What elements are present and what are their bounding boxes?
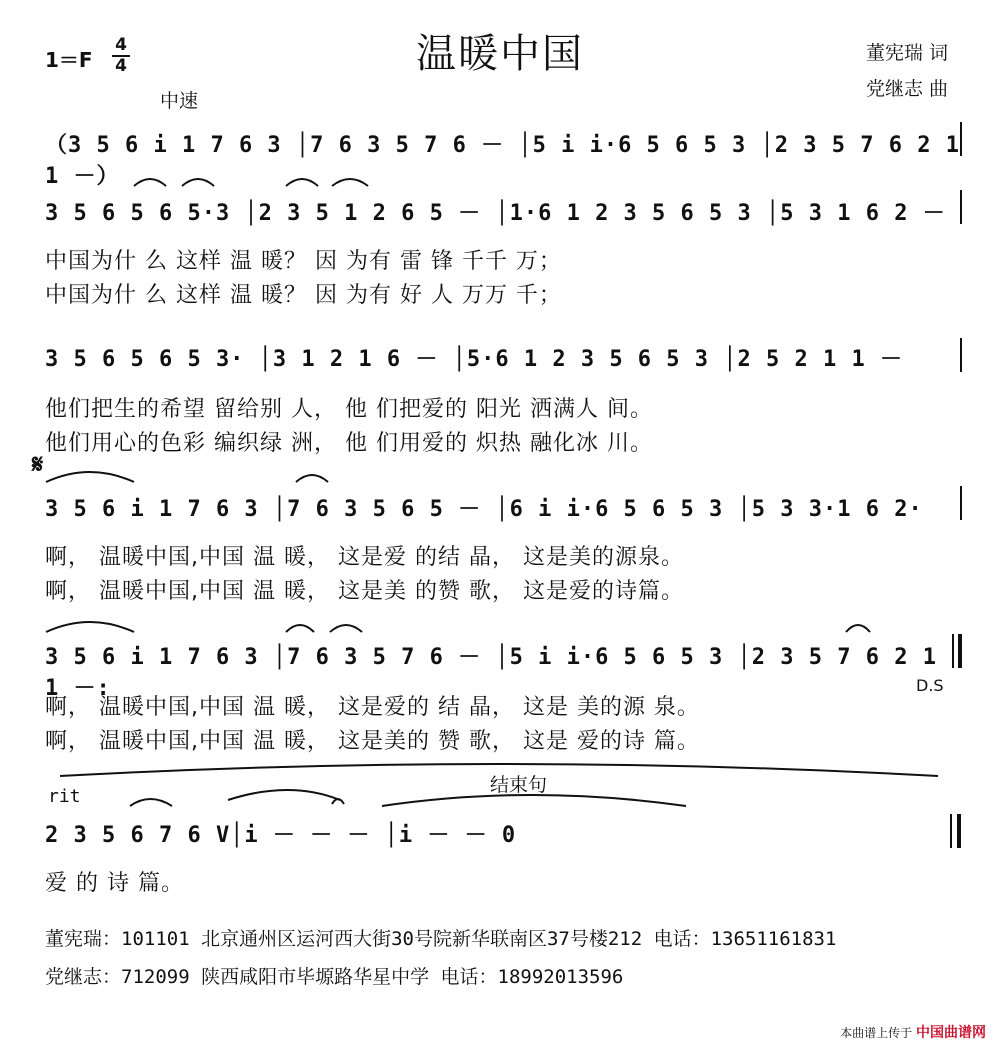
slur (330, 625, 362, 632)
site-watermark (840, 1022, 986, 1042)
notation-row: 3 5 6 5 6 5 3· │3 1 2 1 6 － │5·6 1 2 3 5 6 5 3 │2 5 2 1 1 － (45, 347, 903, 372)
lyric-verse-1: 爱 的 诗 篇。 (45, 871, 184, 896)
watermark-site-name: 中国曲谱网 (916, 1025, 986, 1041)
ritardando-mark: rit (48, 786, 81, 807)
lyric-verse-2: 啊， 温暖中国,中国 温 暖， 这是美 的赞 歌， 这是爱的诗篇。 (45, 579, 684, 604)
notation-row: 2 3 5 6 7 6 V│i － － － │i － － 0 (45, 823, 517, 848)
lyric-verse-1: 啊， 温暖中国,中国 温 暖， 这是爱的 结 晶， 这是 美的源 泉。 (45, 695, 700, 720)
lyric-verse-1: 中国为什 么 这样 温 暖？ 因 为有 雷 锋 千千 万； (45, 249, 562, 274)
tempo-marking: 中速 (160, 90, 199, 112)
meter-top: 4 (115, 35, 127, 55)
lyricist-contact: 董宪瑞：101101 北京通州区运河西大街30号院新华联南区37号楼212 电话：13651161831 (45, 928, 837, 950)
notation-row: （3 5 6 i 1 7 6 3 │7 6 3 5 7 6 － │5 i i·6 5 6 5 3 │2 3 5 7 6 2 1 1 －） (45, 133, 960, 189)
watermark-prefix: 本曲谱上传于 (840, 1026, 913, 1040)
slur (46, 622, 134, 632)
composer-contact: 党继志：712099 陕西咸阳市毕塬路华星中学 电话：18992013596 (45, 966, 624, 988)
segno-sign: 𝄋 (32, 450, 44, 480)
lyric-verse-2: 他们用心的色彩 编织绿 洲， 他 们用爱的 炽热 融化冰 川。 (45, 431, 653, 456)
lyric-verse-1: 啊， 温暖中国,中国 温 暖， 这是爱 的结 晶， 这是美的源泉。 (45, 545, 684, 570)
barline (960, 122, 962, 156)
notation-row: 3 5 6 i 1 7 6 3 │7 6 3 5 7 6 － │5 i i·6 5 6 5 3 │2 3 5 7 6 2 1 1 －: (45, 645, 937, 701)
lyricist-credit: 董宪瑞 词 (865, 42, 948, 64)
slur (296, 475, 328, 482)
fermata (332, 799, 344, 804)
lyric-verse-1: 他们把生的希望 留给别 人， 他 们把爱的 阳光 洒满人 间。 (45, 397, 653, 422)
barline (960, 338, 962, 372)
repeat-barline-thick (958, 634, 962, 668)
slur (46, 472, 134, 482)
notation-row: 3 5 6 i 1 7 6 3 │7 6 3 5 6 5 － │6 i i·6 5 6 5 3 │5 3 3·1 6 2· (45, 497, 923, 522)
key-signature: 1＝F (45, 48, 93, 72)
final-barline-thin (950, 814, 952, 848)
slur (130, 799, 172, 806)
time-signature (112, 36, 130, 76)
final-barline-thick (957, 814, 961, 848)
lyric-verse-2: 啊， 温暖中国,中国 温 暖， 这是美的 赞 歌， 这是 爱的诗 篇。 (45, 729, 700, 754)
song-title: 温暖中国 (416, 31, 584, 77)
slur (846, 625, 870, 632)
repeat-barline-thin (952, 634, 954, 668)
barline (960, 190, 962, 224)
slur (286, 625, 314, 632)
notation-row: 3 5 6 5 6 5·3 │2 3 5 1 2 6 5 － │1·6 1 2 3 5 6 5 3 │5 3 1 6 2 － (45, 201, 946, 226)
slur (228, 790, 340, 800)
lyric-verse-2: 中国为什 么 这样 温 暖？ 因 为有 好 人 万万 千； (45, 283, 562, 308)
ending-label: 结束句 (490, 774, 548, 796)
dal-segno-mark: D.S (916, 676, 944, 695)
barline (960, 486, 962, 520)
composer-credit: 党继志 曲 (865, 78, 948, 100)
meter-bottom: 4 (112, 55, 130, 76)
